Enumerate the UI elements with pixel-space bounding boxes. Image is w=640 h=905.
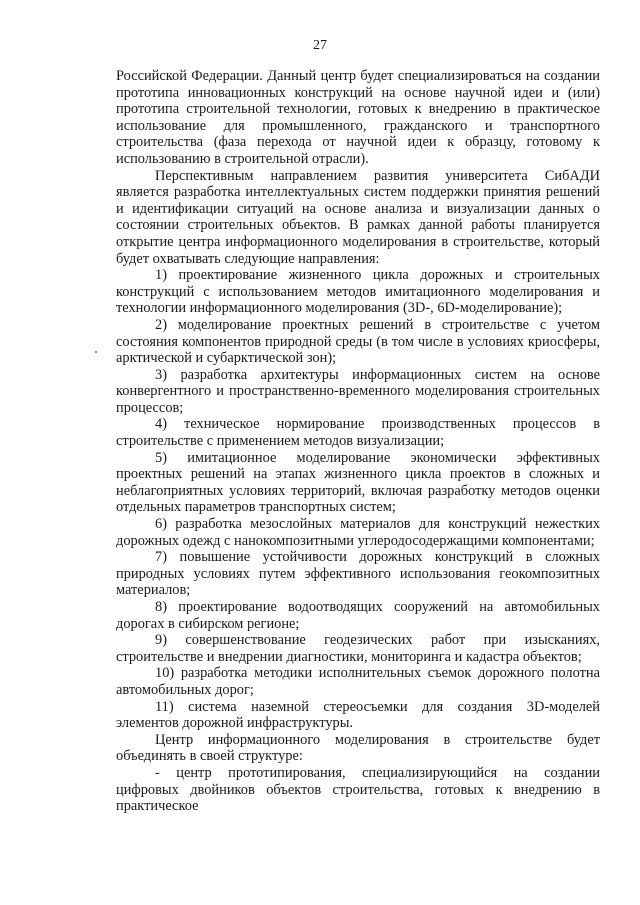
list-item-3: 3) разработка архитектуры информационных систем на основе конвергентного и пространственно-временного моделирования строительных процессов; <box>116 366 600 416</box>
list-item-8: 8) проектирование водоотводящих сооружений на автомобильных дорогах в сибирском регионе; <box>116 599 600 632</box>
body-text <box>116 68 600 815</box>
page-number: 27 <box>313 38 327 53</box>
paragraph-prototyping-center: - центр прототипирования, специализирующийся на создании цифровых двойников объектов строительства, готовых к внедрению в практическое <box>116 764 600 815</box>
paragraph-continuation: Российской Федерации. Данный центр будет специализироваться на создании прототипа инновационных конструкций на основе научной идеи и (или) прототипа строительной технологии, готовых к внедрению в практическое использование для промышленного, гражданского и транспортного строительства (фаза перехода от научной идеи к образцу, готовому к использованию в строительной отрасли). <box>116 68 600 167</box>
list-item-11: 11) система наземной стереосъемки для создания 3D-моделей элементов дорожной инфраструктуры. <box>116 698 600 732</box>
list-item-9: 9) совершенствование геодезических работ при изысканиях, строительстве и внедрении диагностики, мониторинга и кадастра объектов; <box>116 632 600 665</box>
list-item-4: 4) техническое нормирование производственных процессов в строительстве с применением методов визуализации; <box>116 416 600 450</box>
list-item-7: 7) повышение устойчивости дорожных конструкций в сложных природных условиях путем эффективного использования геокомпозитных материалов; <box>116 549 600 599</box>
list-item-2: 2) моделирование проектных решений в строительстве с учетом состояния компонентов природной среды (в том числе в условиях криосферы, арктической и субарктической зон); <box>116 316 600 367</box>
scan-dot <box>95 351 97 353</box>
list-item-6: 6) разработка мезослойных материалов для конструкций нежестких дорожных одежд с нанокомпозитными углеродосодержащими компонентами; <box>116 516 600 549</box>
list-item-10: 10) разработка методики исполнительных съемок дорожного полотна автомобильных дорог; <box>116 665 600 698</box>
list-item-1: 1) проектирование жизненного цикла дорожных и строительных конструкций с использованием методов имитационного моделирования и технологии информационного моделирования (3D-, 6D-моделирование); <box>116 267 600 317</box>
paragraph-structure: Центр информационного моделирования в строительстве будет объединять в своей структуре: <box>116 731 600 765</box>
paragraph-intro: Перспективным направлением развития университета СибАДИ является разработка интеллектуальных систем поддержки принятия решений и идентификации ситуаций на основе анализа и визуализации данных о состоянии строительных объектов. В рамках данной работы планируется открытие центра информационного моделирования в строительстве, который будет охватывать следующие направления: <box>116 167 600 267</box>
list-item-5: 5) имитационное моделирование экономически эффективных проектных решений на этапах жизненного цикла проектов в сложных и неблагоприятных условиях территорий, включая разработку методов оценки отдельных параметров транспортных систем; <box>116 449 600 516</box>
